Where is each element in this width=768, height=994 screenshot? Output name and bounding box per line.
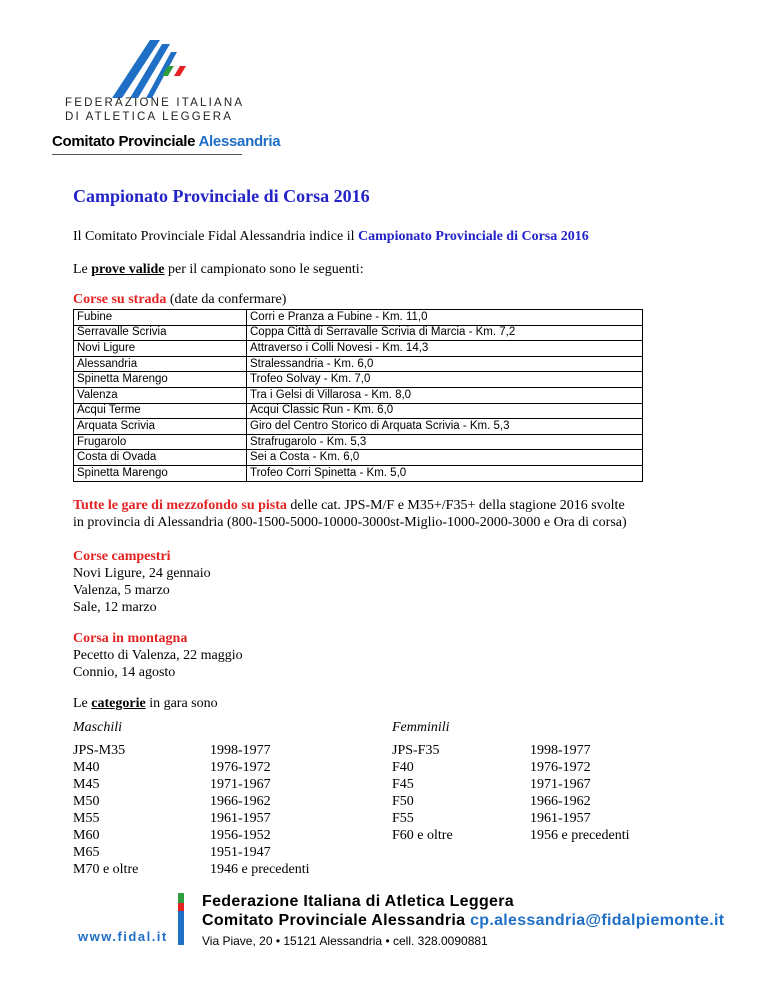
intro-paragraph (73, 229, 589, 245)
female-category: F50 (392, 794, 414, 809)
male-category-years: 1966-1962 (210, 794, 271, 809)
table-row (74, 387, 643, 403)
race-location: Frugarolo (74, 434, 247, 450)
cross-item: Novi Ligure, 24 gennaio (73, 566, 211, 581)
road-heading-note: (date da confermare) (169, 292, 287, 307)
female-category: F40 (392, 760, 414, 775)
categories-prefix: Le (73, 696, 88, 711)
male-category-years: 1998-1977 (210, 743, 271, 758)
race-name: Acqui Classic Run - Km. 6,0 (247, 403, 643, 419)
female-category-years: 1961-1957 (530, 811, 591, 826)
committee-city: Alessandria (198, 133, 281, 150)
categories-intro (73, 696, 218, 712)
male-category: M65 (73, 845, 100, 860)
footer-committee (202, 912, 724, 930)
race-location: Fubine (74, 310, 247, 326)
committee-prefix: Comitato Provinciale (52, 133, 196, 150)
male-category-years: 1961-1957 (210, 811, 271, 826)
table-row (74, 372, 643, 388)
track-line2: in provincia di Alessandria (800-1500-5000-10000-3000st-Miglio-1000-2000-3000 e Ora di corsa) (73, 515, 627, 530)
male-category: M60 (73, 828, 100, 843)
footer-email-link[interactable]: cp.alessandria@fidalpiemonte.it (470, 912, 725, 929)
male-categories-list (73, 742, 138, 878)
race-name: Coppa Città di Serravalle Scrivia di Marcia - Km. 7,2 (247, 325, 643, 341)
male-category-years: 1951-1947 (210, 845, 271, 860)
table-row (74, 341, 643, 357)
track-paragraph-line1 (73, 498, 625, 514)
race-name: Giro del Centro Storico di Arquata Scrivia - Km. 5,3 (247, 419, 643, 435)
prove-paragraph (73, 262, 364, 278)
table-row (74, 325, 643, 341)
road-races-table (73, 309, 643, 482)
race-location: Spinetta Marengo (74, 465, 247, 481)
table-row (74, 434, 643, 450)
intro-highlight: Campionato Provinciale di Corsa 2016 (358, 229, 589, 244)
race-name: Sei a Costa - Km. 6,0 (247, 450, 643, 466)
female-category: F55 (392, 811, 414, 826)
male-category: M50 (73, 794, 100, 809)
cross-section (73, 548, 211, 616)
prove-prefix: Le (73, 262, 88, 277)
footer-address: Via Piave, 20 • 15121 Alessandria • cell. 328.0090881 (202, 934, 488, 948)
male-category-years: 1976-1972 (210, 760, 271, 775)
male-category-years: 1971-1967 (210, 777, 271, 792)
prove-suffix: per il campionato sono le seguenti: (168, 262, 364, 277)
road-heading-text: Corse su strada (73, 292, 167, 307)
footer-flag-bar (178, 893, 184, 945)
table-row (74, 450, 643, 466)
table-row (74, 356, 643, 372)
footer-federation: Federazione Italiana di Atletica Leggera (202, 893, 514, 910)
male-category: M40 (73, 760, 100, 775)
race-name: Tra i Gelsi di Villarosa - Km. 8,0 (247, 387, 643, 403)
org-name-line2: DI ATLETICA LEGGERA (65, 111, 234, 123)
categories-emph: categorie (91, 696, 146, 711)
cross-item: Valenza, 5 marzo (73, 583, 170, 598)
cross-item: Sale, 12 marzo (73, 600, 157, 615)
race-name: Stralessandria - Km. 6,0 (247, 356, 643, 372)
mountain-item: Connio, 14 agosto (73, 665, 176, 680)
intro-text: Il Comitato Provinciale Fidal Alessandria indice il (73, 229, 355, 244)
committee-name (52, 133, 280, 150)
race-name: Trofeo Corri Spinetta - Km. 5,0 (247, 465, 643, 481)
female-category-years: 1976-1972 (530, 760, 591, 775)
female-category: F60 e oltre (392, 828, 453, 843)
header-divider (52, 154, 242, 155)
female-years-list (530, 742, 630, 844)
race-location: Costa di Ovada (74, 450, 247, 466)
org-name-line1: FEDERAZIONE ITALIANA (65, 97, 245, 109)
table-row (74, 419, 643, 435)
race-name: Strafrugarolo - Km. 5,3 (247, 434, 643, 450)
mountain-section (73, 630, 243, 681)
race-name: Trofeo Solvay - Km. 7,0 (247, 372, 643, 388)
female-categories-list (392, 742, 453, 844)
male-category-years: 1946 e precedenti (210, 862, 310, 877)
race-location: Valenza (74, 387, 247, 403)
footer-committee-name: Comitato Provinciale Alessandria (202, 912, 466, 929)
categories-suffix: in gara sono (149, 696, 218, 711)
race-name: Attraverso i Colli Novesi - Km. 14,3 (247, 341, 643, 357)
race-location: Serravalle Scrivia (74, 325, 247, 341)
male-category: JPS-M35 (73, 743, 126, 758)
male-years-list (210, 742, 310, 878)
male-category: M45 (73, 777, 100, 792)
race-name: Corri e Pranza a Fubine - Km. 11,0 (247, 310, 643, 326)
race-location: Acqui Terme (74, 403, 247, 419)
track-heading: Tutte le gare di mezzofondo su pista (73, 498, 287, 513)
race-location: Novi Ligure (74, 341, 247, 357)
page-title: Campionato Provinciale di Corsa 2016 (73, 186, 370, 206)
prove-emph: prove valide (91, 262, 165, 277)
road-heading (73, 292, 286, 308)
male-category: M55 (73, 811, 100, 826)
female-category-years: 1971-1967 (530, 777, 591, 792)
mountain-item: Pecetto di Valenza, 22 maggio (73, 648, 243, 663)
track-line1: delle cat. JPS-M/F e M35+/F35+ della stagione 2016 svolte (290, 498, 625, 513)
female-category-years: 1966-1962 (530, 794, 591, 809)
race-location: Arquata Scrivia (74, 419, 247, 435)
male-category-years: 1956-1952 (210, 828, 271, 843)
table-row (74, 310, 643, 326)
table-row (74, 403, 643, 419)
race-location: Alessandria (74, 356, 247, 372)
female-category: JPS-F35 (392, 743, 440, 758)
table-row (74, 465, 643, 481)
fidal-logo-icon (108, 40, 188, 98)
mountain-heading: Corsa in montagna (73, 631, 188, 646)
female-category-years: 1998-1977 (530, 743, 591, 758)
male-category: M70 e oltre (73, 862, 139, 877)
female-category: F45 (392, 777, 414, 792)
female-title: Femminili (392, 720, 450, 735)
female-category-years: 1956 e precedenti (530, 828, 630, 843)
race-location: Spinetta Marengo (74, 372, 247, 388)
cross-heading: Corse campestri (73, 549, 171, 564)
footer-website-link[interactable]: www.fidal.it (78, 929, 168, 944)
male-title: Maschili (73, 720, 122, 735)
